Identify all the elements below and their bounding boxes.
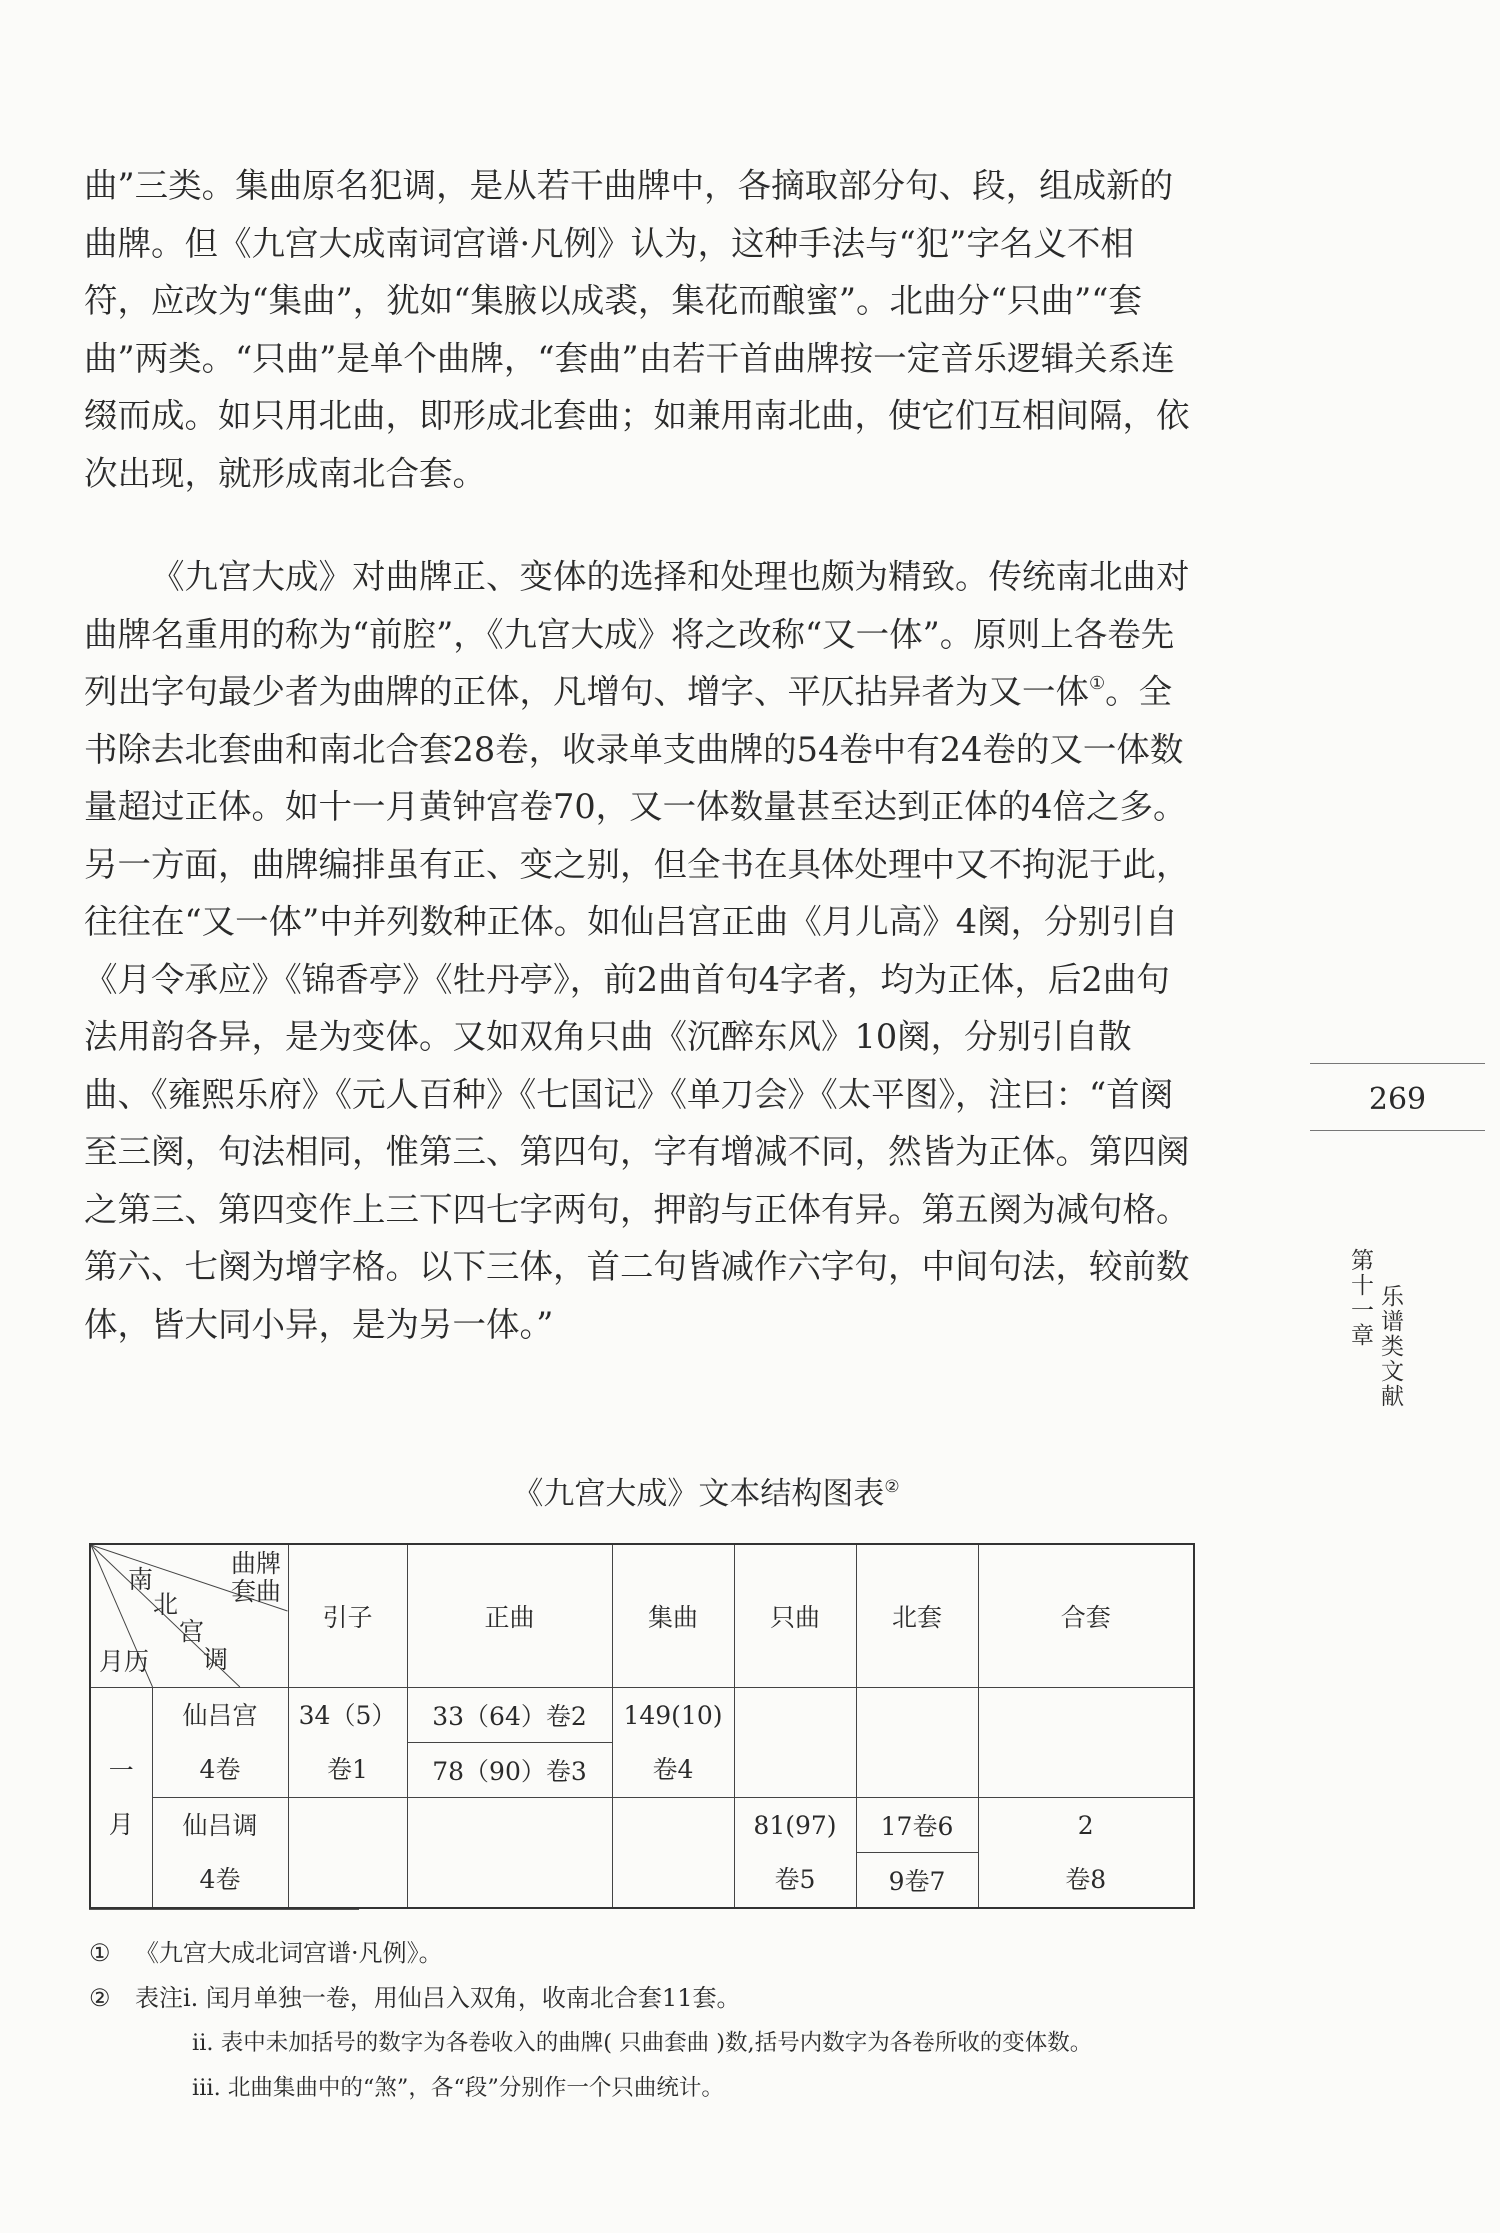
diag-label-nan: 南 <box>128 1565 154 1594</box>
chapter-title: 乐谱类文献 <box>1377 1284 1403 1409</box>
table-title <box>0 1468 1412 1513</box>
cell-beitao-2b: 9卷7 <box>856 1853 978 1909</box>
paragraph-2-part-b: 。全书除去北套曲和南北合套28卷，收录单支曲牌的54卷中有24卷的又一体数量超过正体。如十一月黄钟宫卷70，又一体数量甚至达到正体的4倍之多。另一方面，曲牌编排虽有正、变之别，但全书在具体处理中又不拘泥于此，往往在“又一体”中并列数种正体。如仙吕宫正曲《月儿高》4阕，分别引自《月令承应》《锦香亭》《牡丹亭》，前2曲首句4字者，均为正体，后2曲句法用韵各异，是为变体。又如双角只曲《沉醉东风》10阕，分别引自散曲、《雍熙乐府》《元人百种》《七国记》《单刀会》《太平图》，注曰：“首阕至三阕，句法相同，惟第三、第四句，字有增减不同，然皆为正体。第四阕之第三、第四变作上三下四七字两句，押韵与正体有异。第五阕为减句格。第六、七阕为增字格。以下三体，首二句皆减作六字句，中间句法，较前数体，皆大同小异，是为另一体。” <box>84 672 1190 1344</box>
footnote-ref-1[interactable]: ① <box>1089 673 1106 694</box>
body-paragraph-2 <box>84 548 1196 1353</box>
mode-xianlu-gong: 仙吕宫 4卷 <box>152 1688 288 1798</box>
cell-jiqu-1: 149(10) 卷4 <box>612 1688 734 1798</box>
header-jiqu: 集曲 <box>612 1544 734 1688</box>
header-beitao: 北套 <box>856 1544 978 1688</box>
month-cell: 一 月 <box>90 1688 152 1909</box>
structure-table <box>89 1543 1195 1909</box>
cell-beitao-2a: 17卷6 <box>856 1798 978 1853</box>
header-hetao: 合套 <box>978 1544 1194 1688</box>
cell-yinzi-1: 34（5） 卷1 <box>288 1688 407 1798</box>
cell-hetao-2: 2 卷8 <box>978 1798 1194 1909</box>
margin-rule-top <box>1310 1063 1485 1064</box>
footnote-2: 表注i. 闰月单独一卷，用仙吕入双角，收南北合套11套。 <box>135 1984 741 2012</box>
cell-jiqu-2 <box>612 1798 734 1909</box>
footnote-2-mark: ② <box>89 1984 111 2012</box>
header-zhengqu: 正曲 <box>407 1544 612 1688</box>
page-number: 269 <box>1368 1082 1427 1117</box>
row-xianlu-gong-top <box>90 1688 1194 1743</box>
margin-rule-bottom <box>1310 1130 1485 1131</box>
chapter-number: 第十一章 <box>1347 1248 1373 1348</box>
body-paragraph-1: 曲”三类。集曲原名犯调，是从若干曲牌中，各摘取部分句、段，组成新的曲牌。但《九宫大成南词宫谱·凡例》认为，这种手法与“犯”字名义不相符，应改为“集曲”，犹如“集腋以成裘，集花而酿蜜”。北曲分“只曲”“套曲”两类。“只曲”是单个曲牌，“套曲”由若干首曲牌按一定音乐逻辑关系连缀而成。如只用北曲，即形成北套曲；如兼用南北曲，使它们互相间隔，依次出现，就形成南北合套。 <box>84 166 1190 493</box>
table-title-text: 《九宫大成》文本结构图表 <box>512 1476 885 1512</box>
header-zhiqu: 只曲 <box>734 1544 856 1688</box>
row-xianlu-diao-top <box>90 1798 1194 1853</box>
cell-hetao-1 <box>978 1688 1194 1798</box>
cell-zhengqu-2 <box>407 1798 612 1909</box>
diag-label-taoqu: 套曲 <box>231 1577 282 1606</box>
diag-label-bei: 北 <box>153 1590 179 1619</box>
footnote-1: 《九宫大成北词宫谱·凡例》。 <box>135 1939 443 1967</box>
mode-xianlu-diao: 仙吕调 4卷 <box>152 1798 288 1909</box>
cell-zhengqu-1b: 78（90）卷3 <box>407 1743 612 1798</box>
cell-zhiqu-1 <box>734 1688 856 1798</box>
footnote-2-iii: iii. 北曲集曲中的“煞”，各“段”分别作一个只曲统计。 <box>192 2075 724 2101</box>
footnote-rule <box>89 1909 359 1910</box>
footnote-2-ii: ii. 表中未加括号的数字为各卷收入的曲牌( 只曲套曲 )数,括号内数字为各卷所收的变体数。 <box>192 2030 1093 2056</box>
cell-yinzi-2 <box>288 1798 407 1909</box>
paragraph-2-part-a: 《九宫大成》对曲牌正、变体的选择和处理也颇为精致。传统南北曲对曲牌名重用的称为“前腔”，《九宫大成》将之改称“又一体”。原则上各卷先列出字句最少者为曲牌的正体，凡增句、增字、平仄拈异者为又一体 <box>84 557 1190 711</box>
diag-label-yueli: 月历 <box>99 1647 150 1676</box>
diag-label-qupai: 曲牌 <box>231 1549 282 1578</box>
footnote-ref-2[interactable]: ② <box>884 1477 900 1497</box>
diagonal-header-cell <box>90 1544 288 1688</box>
header-yinzi: 引子 <box>288 1544 407 1688</box>
footnote-1-mark: ① <box>89 1939 111 1967</box>
header-row <box>90 1544 1194 1688</box>
cell-zhiqu-2: 81(97) 卷5 <box>734 1798 856 1909</box>
cell-beitao-1 <box>856 1688 978 1798</box>
diag-label-diao: 调 <box>203 1645 229 1674</box>
cell-zhengqu-1a: 33（64）卷2 <box>407 1688 612 1743</box>
diag-label-gong: 宫 <box>179 1617 205 1646</box>
